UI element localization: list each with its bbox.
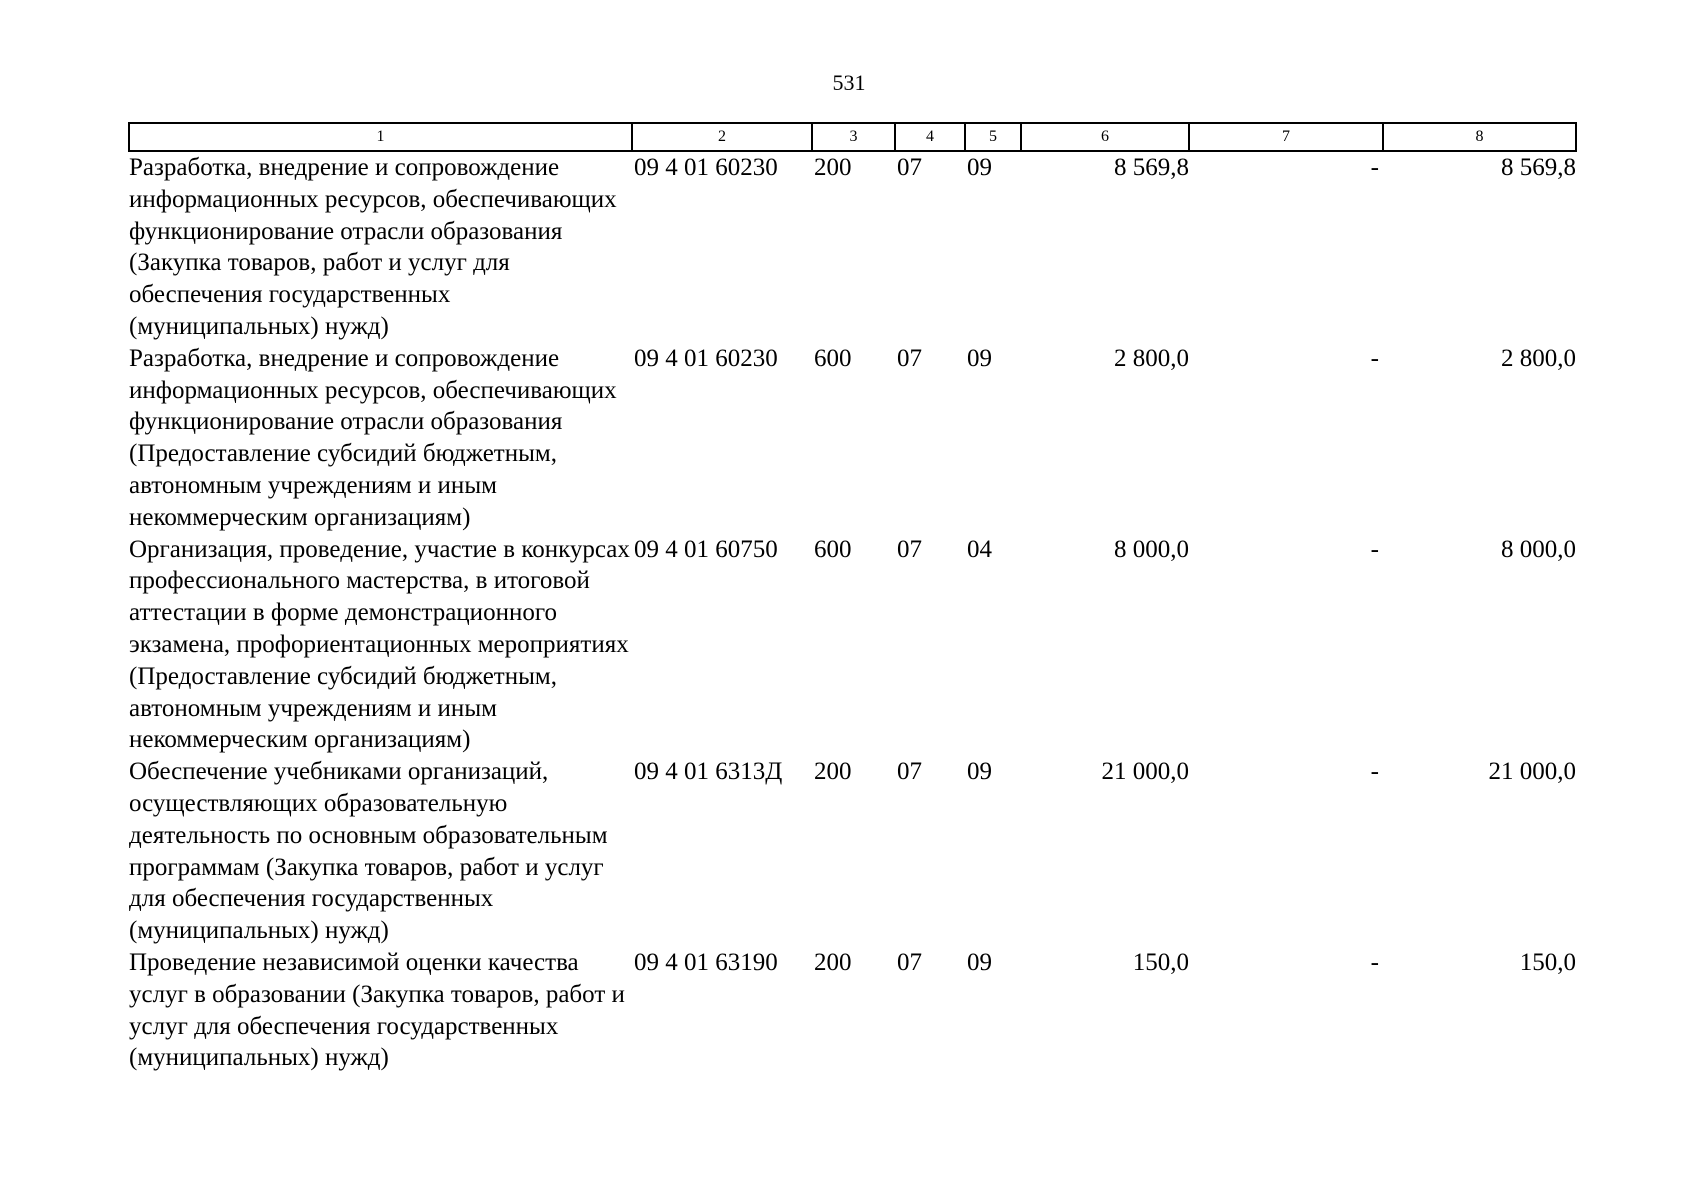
row-subsection: 09	[967, 154, 992, 181]
row-target-code: 09 4 01 60230	[634, 344, 778, 372]
row-amount-col6: 2 800,0	[1114, 344, 1189, 372]
row-section: 07	[897, 344, 922, 372]
table-row	[129, 756, 1576, 947]
row-section: 07	[897, 948, 922, 976]
row-amount-col8: 21 000,0	[1488, 758, 1576, 786]
row-amount-col8: 150,0	[1519, 948, 1576, 976]
table-header	[129, 123, 1576, 151]
row-subsection: 09	[967, 758, 992, 786]
row-target-code: 09 4 01 60750	[634, 535, 778, 563]
row-expense-type: 600	[814, 344, 852, 372]
table-body	[129, 151, 1576, 1074]
budget-table	[128, 122, 1577, 1074]
table-row	[129, 534, 1576, 757]
row-amount-col8: 8 569,8	[1501, 154, 1576, 181]
table-row	[129, 947, 1576, 1074]
header-col-3: 3	[812, 123, 895, 151]
header-col-7: 7	[1189, 123, 1383, 151]
row-expense-type: 200	[814, 948, 852, 976]
header-col-4: 4	[895, 123, 965, 151]
header-col-2: 2	[632, 123, 812, 151]
row-amount-col6: 8 000,0	[1114, 535, 1189, 563]
row-amount-col7: -	[1370, 344, 1379, 372]
row-description: Обеспечение учебниками организаций, осуществляющих образовательную деятельность по основным образовательным программам (Закупка товаров, работ и услуг для обеспечения государственных (муниципальных) нужд)	[129, 758, 608, 945]
row-description: Организация, проведение, участие в конкурсах профессионального мастерства, в итоговой аттестации в форме демонстрационного экзамена, профориентационных мероприятиях (Предоставление субсидий бюджетным, автономным учреждениям и иным некоммерческим организациям)	[129, 535, 630, 754]
row-amount-col7: -	[1370, 758, 1379, 786]
row-target-code: 09 4 01 60230	[634, 154, 778, 181]
row-amount-col7: -	[1370, 948, 1379, 976]
row-amount-col7: -	[1370, 154, 1379, 181]
row-target-code: 09 4 01 63190	[634, 948, 778, 976]
table-row	[129, 343, 1576, 534]
row-description: Проведение независимой оценки качества услуг в образовании (Закупка товаров, работ и услуг для обеспечения государственных (муниципальных) нужд)	[129, 948, 625, 1072]
row-subsection: 04	[967, 535, 992, 563]
row-subsection: 09	[967, 344, 992, 372]
row-expense-type: 200	[814, 758, 852, 786]
row-section: 07	[897, 758, 922, 786]
row-section: 07	[897, 154, 922, 181]
row-amount-col6: 150,0	[1132, 948, 1189, 976]
row-expense-type: 600	[814, 535, 852, 563]
row-amount-col6: 21 000,0	[1101, 758, 1189, 786]
row-description: Разработка, внедрение и сопровождение информационных ресурсов, обеспечивающих функционирование отрасли образования (Закупка товаров, работ и услуг для обеспечения государственных (муниципальных) нужд)	[129, 154, 617, 340]
row-amount-col8: 8 000,0	[1501, 535, 1576, 563]
header-col-8: 8	[1383, 123, 1576, 151]
row-expense-type: 200	[814, 154, 852, 181]
row-subsection: 09	[967, 948, 992, 976]
row-amount-col8: 2 800,0	[1501, 344, 1576, 372]
page-number: 531	[832, 70, 866, 95]
row-target-code: 09 4 01 6313Д	[634, 758, 783, 786]
row-amount-col6: 8 569,8	[1114, 154, 1189, 181]
header-col-1: 1	[129, 123, 632, 151]
header-col-5: 5	[965, 123, 1021, 151]
table-row	[129, 151, 1576, 343]
row-description: Разработка, внедрение и сопровождение информационных ресурсов, обеспечивающих функционирование отрасли образования (Предоставление субсидий бюджетным, автономным учреждениям и иным некоммерческим организациям)	[129, 344, 617, 531]
header-col-6: 6	[1021, 123, 1189, 151]
row-amount-col7: -	[1370, 535, 1379, 563]
row-section: 07	[897, 535, 922, 563]
header-row	[129, 123, 1576, 151]
